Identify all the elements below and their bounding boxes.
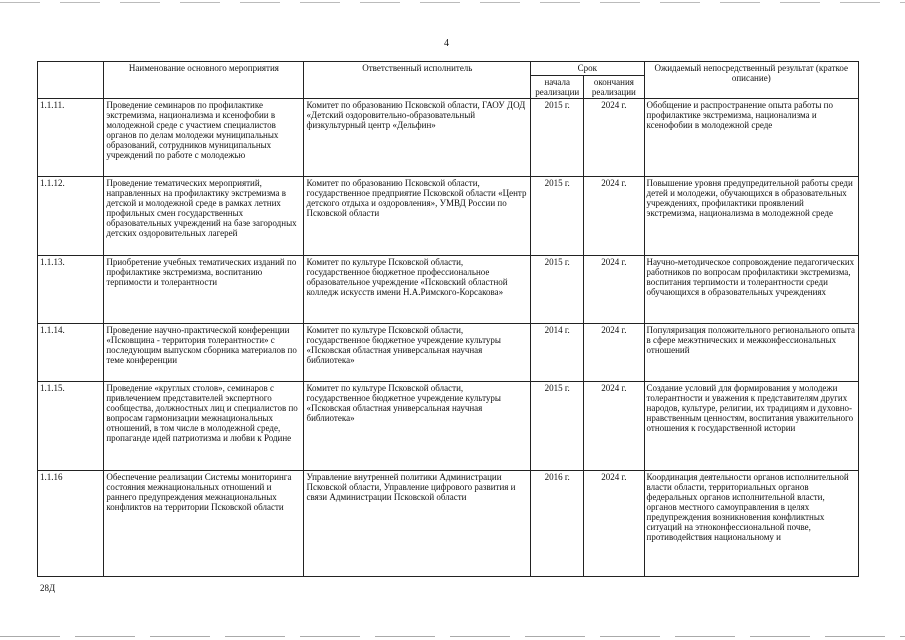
- row-name: Приобретение учебных тематических изданий по профилактике экстремизма, воспитанию терпимости и толерантности: [104, 256, 304, 324]
- row-result: Обобщение и распространение опыта работы по профилактике экстремизма, национализма и ксенофобии в молодежной среде: [644, 99, 858, 177]
- row-name: Проведение тематических мероприятий, направленных на профилактику экстремизма в детской и молодежной среде в рамках летних профильных смен государственных образовательных учреждений на базе загородных детских оздоровительных лагерей: [104, 177, 304, 256]
- row-name: Обеспечение реализации Системы мониторинга состояния межнациональных отношений и раннего предупреждения межнациональных конфликтов на территории Псковской области: [104, 471, 304, 577]
- header-executor: Ответственный исполнитель: [304, 62, 531, 99]
- header-start: начала реализации: [531, 76, 584, 99]
- row-executor: Комитет по образованию Псковской области, ГАОУ ДОД «Детский оздоровительно-образовательный физкультурный центр «Дельфин»: [304, 99, 531, 177]
- row-end: 2024 г.: [584, 256, 644, 324]
- row-end: 2024 г.: [584, 382, 644, 471]
- row-number: 1.1.16: [38, 471, 104, 577]
- row-end: 2024 г.: [584, 324, 644, 382]
- table-row: [38, 177, 859, 256]
- row-executor: Управление внутренней политики Администрации Псковской области, Управление цифрового развития и связи Администрации Псковской области: [304, 471, 531, 577]
- row-start: 2014 г.: [531, 324, 584, 382]
- header-number: [38, 62, 104, 99]
- table-row: [38, 471, 859, 577]
- row-result: Популяризация положительного регионального опыта в сфере межэтнических и межконфессиональных отношений: [644, 324, 858, 382]
- row-start: 2015 г.: [531, 99, 584, 177]
- row-name: Проведение «круглых столов», семинаров с привлечением представителей экспертного сообщества, должностных лиц и специалистов по вопросам гармонизации межнациональных отношений, в том числе в молодежной среде, пропаганде идей патриотизма и любви к Родине: [104, 382, 304, 471]
- row-number: 1.1.13.: [38, 256, 104, 324]
- row-executor: Комитет по культуре Псковской области, государственное бюджетное профессиональное образовательное учреждение «Псковский областной колледж искусств имени Н.А.Римского-Корсакова»: [304, 256, 531, 324]
- row-end: 2024 г.: [584, 99, 644, 177]
- row-number: 1.1.12.: [38, 177, 104, 256]
- row-name: Проведение семинаров по профилактике экстремизма, национализма и ксенофобии в молодежной среде с участием специалистов органов по делам молодежи муниципальных образований, сотрудников муниципальных учреждений по работе с молодежью: [104, 99, 304, 177]
- document-code: 28Д: [40, 583, 56, 593]
- table-row: [38, 324, 859, 382]
- row-number: 1.1.14.: [38, 324, 104, 382]
- table-row: [38, 256, 859, 324]
- measures-table: [37, 61, 859, 577]
- row-executor: Комитет по культуре Псковской области, государственное бюджетное учреждение культуры «Псковская областная универсальная научная библиотека»: [304, 324, 531, 382]
- row-start: 2015 г.: [531, 256, 584, 324]
- table-row: [38, 99, 859, 177]
- row-result: Научно-методическое сопровождение педагогических работников по вопросам профилактики экстремизма, воспитания терпимости и толерантности среди обучающихся в образовательных учреждениях: [644, 256, 858, 324]
- header-end: окончания реализации: [584, 76, 644, 99]
- row-start: 2015 г.: [531, 382, 584, 471]
- row-end: 2024 г.: [584, 471, 644, 577]
- row-number: 1.1.15.: [38, 382, 104, 471]
- page-number: 4: [444, 38, 449, 49]
- row-end: 2024 г.: [584, 177, 644, 256]
- row-result: Создание условий для формирования у молодежи толерантности и уважения к представителям других народов, культуре, религии, их традициям и духовно-нравственным ценностям, воспитания уважительного отношения к государственной истории: [644, 382, 858, 471]
- row-executor: Комитет по образованию Псковской области, государственное предприятие Псковской области «Центр детского отдыха и оздоровления», УМВД России по Псковской области: [304, 177, 531, 256]
- row-start: 2016 г.: [531, 471, 584, 577]
- row-number: 1.1.11.: [38, 99, 104, 177]
- row-name: Проведение научно-практической конференции «Псковщина - территория толерантности» с последующим выпуском сборника материалов по теме конференции: [104, 324, 304, 382]
- scan-artifact-bottom: [0, 636, 905, 637]
- header-name: Наименование основного мероприятия: [104, 62, 304, 99]
- scan-artifact-top: [0, 2, 905, 3]
- row-start: 2015 г.: [531, 177, 584, 256]
- header-term: Срок: [531, 62, 644, 76]
- row-result: Повышение уровня предупредительной работы среди детей и молодежи, обучающихся в образовательных учреждениях, профилактики проявлений экстремизма, национализма в молодежной среде: [644, 177, 858, 256]
- row-result: Координация деятельности органов исполнительной власти области, территориальных органов федеральных органов исполнительной власти, органов местного самоуправления в целях предупреждения возникновения конфликтных ситуаций на этноконфессиональной почве, противодействия национальному и: [644, 471, 858, 577]
- header-result: Ожидаемый непосредственный результат (краткое описание): [644, 62, 858, 99]
- row-executor: Комитет по культуре Псковской области, государственное бюджетное учреждение культуры «Псковская областная универсальная научная библиотека»: [304, 382, 531, 471]
- table-row: [38, 382, 859, 471]
